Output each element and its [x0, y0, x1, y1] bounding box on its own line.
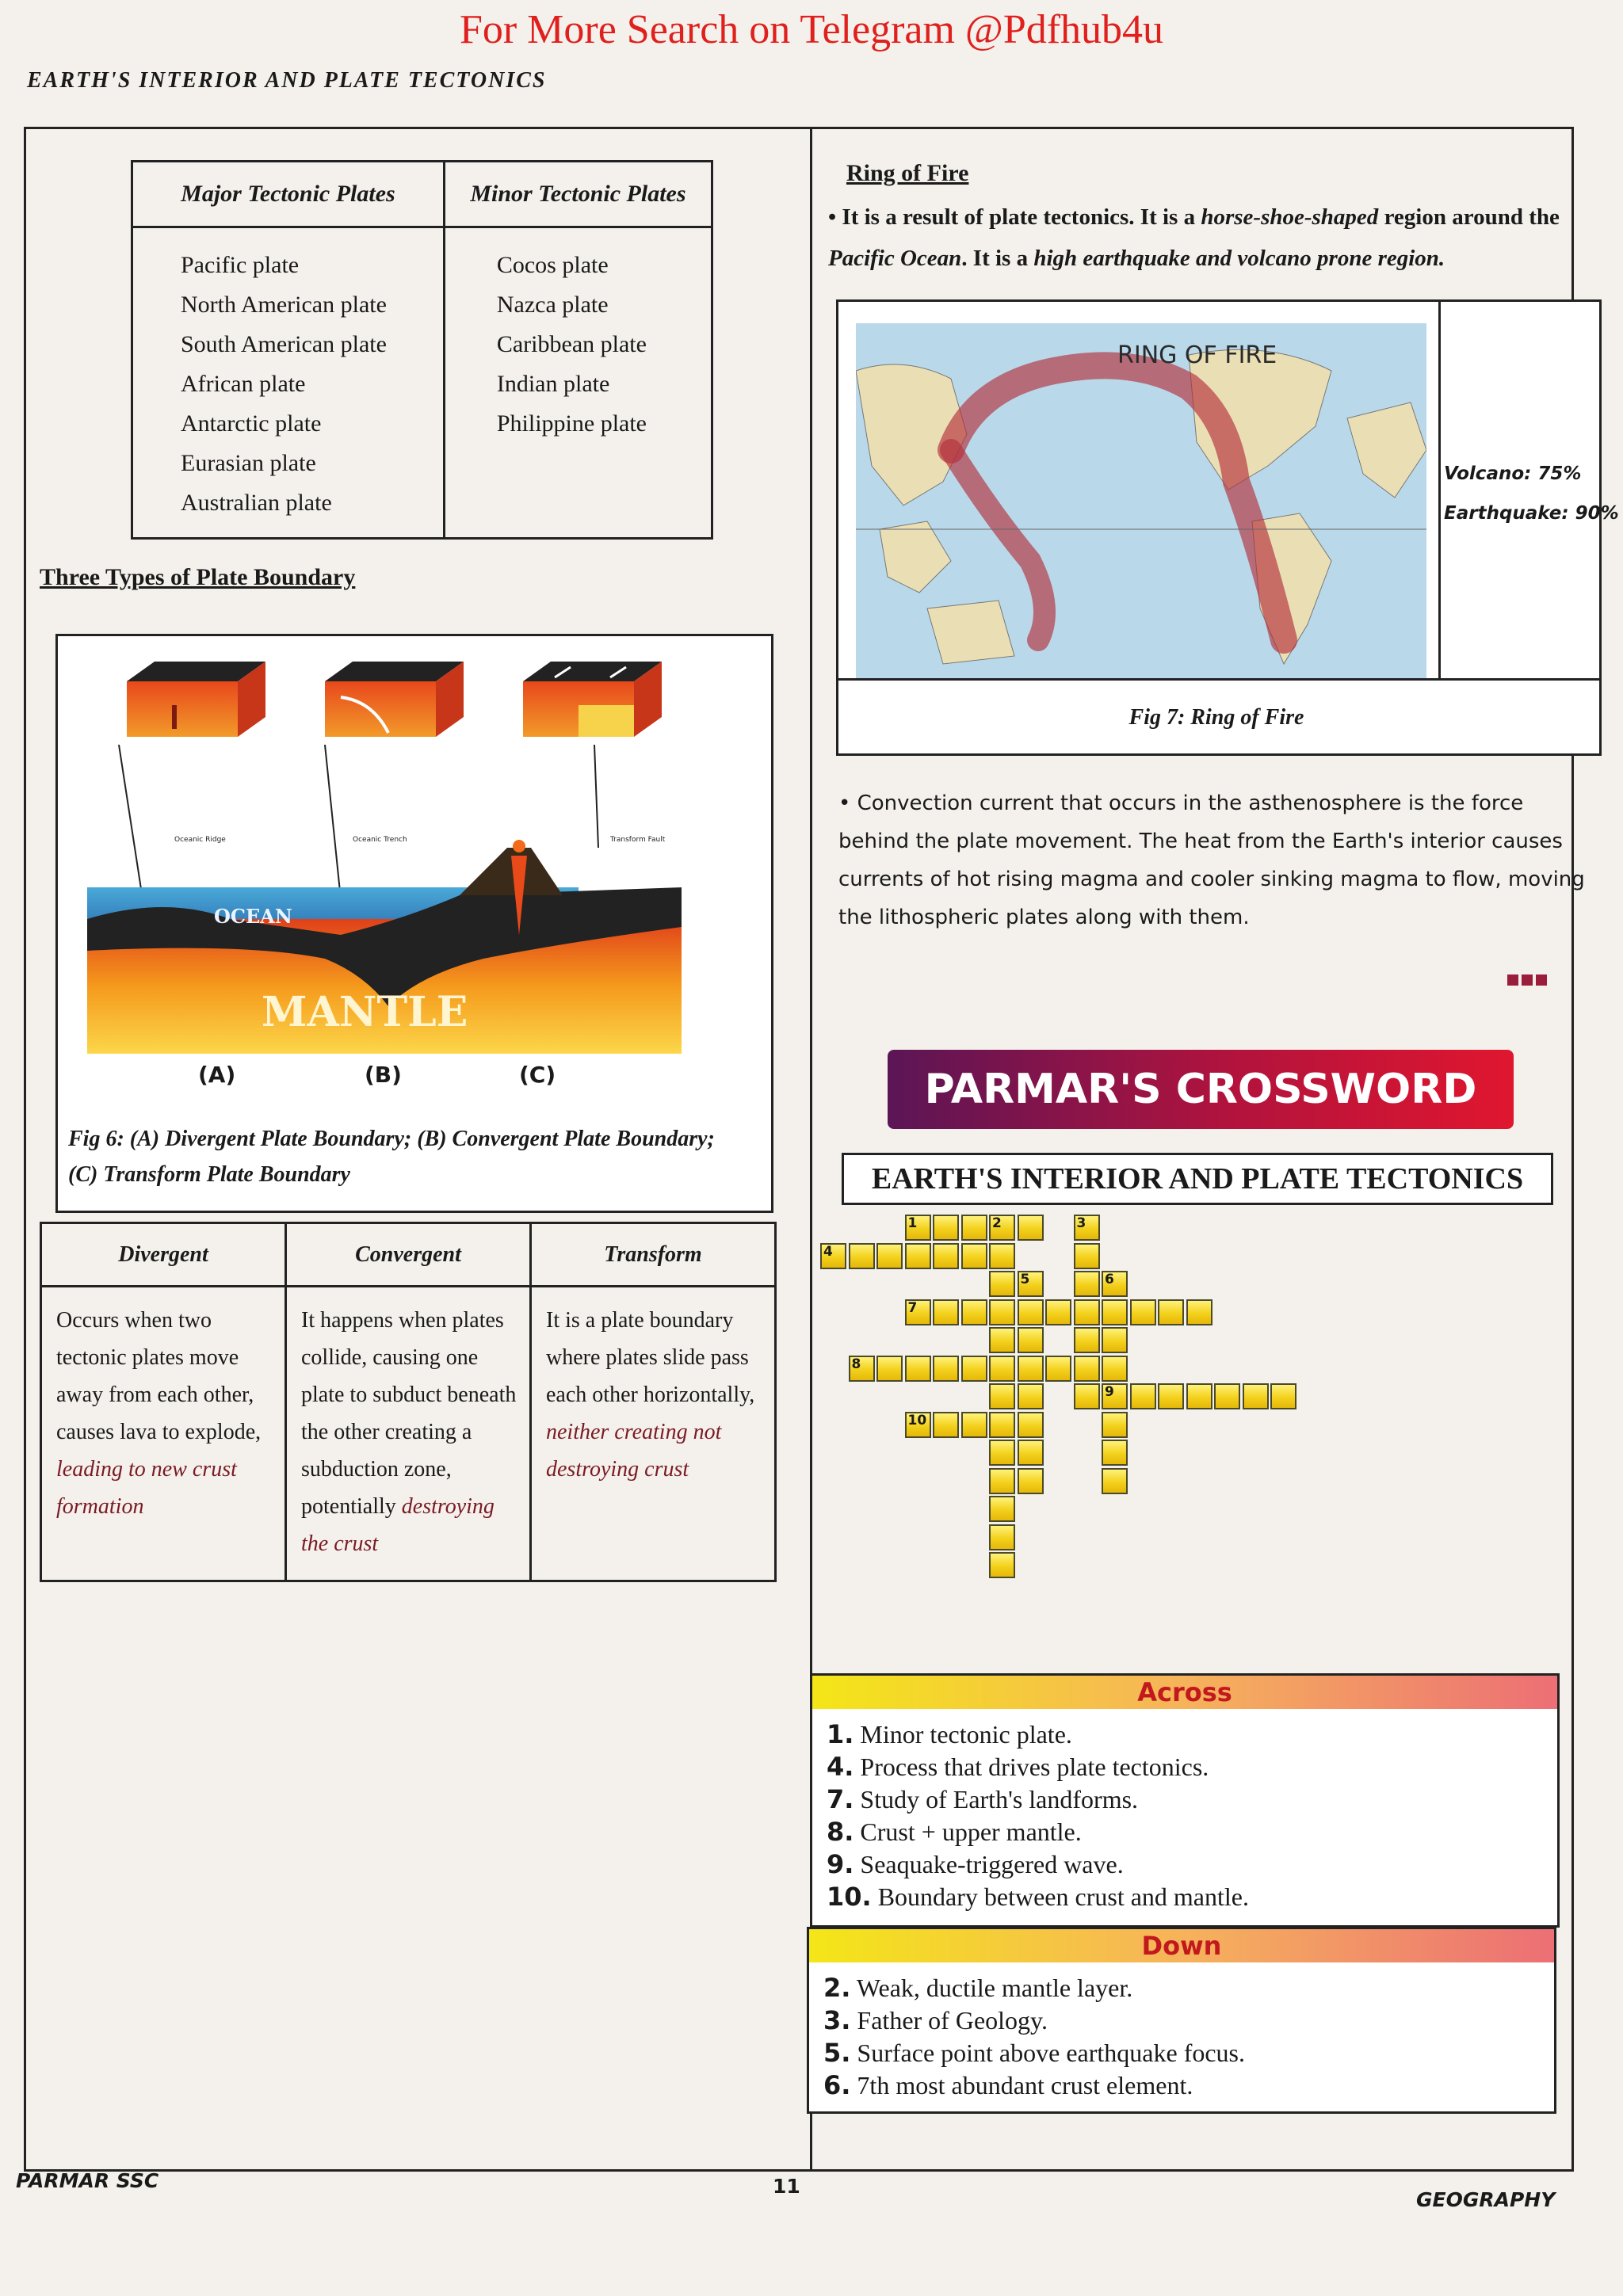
ring-text-f: high earthquake and volcano prone region.: [1033, 246, 1445, 271]
across-clue-list: [812, 1718, 1557, 1913]
end-square-1: [1507, 974, 1518, 986]
crossword-cell[interactable]: [989, 1383, 1015, 1409]
crossword-cell[interactable]: [989, 1468, 1015, 1494]
minor-plates-list: [445, 246, 711, 444]
crossword-cell[interactable]: [1018, 1299, 1044, 1325]
ring-map-label: RING OF FIRE: [1117, 341, 1277, 369]
major-plate-item: North American plate: [181, 292, 387, 318]
crossword-cell[interactable]: [1074, 1299, 1100, 1325]
crossword-cell[interactable]: [1102, 1327, 1128, 1353]
crossword-cell[interactable]: [1158, 1299, 1184, 1325]
clue-item: 9. Seaquake-triggered wave.: [827, 1849, 1124, 1879]
footer-right: GEOGRAPHY: [1416, 2188, 1556, 2211]
crossword-title: PARMAR'S CROSSWORD: [888, 1050, 1514, 1129]
crossword-cell[interactable]: [876, 1356, 903, 1382]
minor-plate-item: Philippine plate: [496, 410, 647, 437]
clue-item: 5. Surface point above earthquake focus.: [823, 2038, 1245, 2068]
major-plate-item: Eurasian plate: [181, 450, 316, 476]
transform-header: Transform: [531, 1223, 776, 1287]
clue-item: 8. Crust + upper mantle.: [827, 1817, 1082, 1847]
crossword-cell[interactable]: [933, 1299, 959, 1325]
across-header: Across: [812, 1676, 1557, 1709]
crossword-cell[interactable]: [1074, 1243, 1100, 1269]
crossword-cell[interactable]: [849, 1356, 875, 1382]
fig6-label-c: (C): [519, 1062, 556, 1088]
end-square-2: [1522, 974, 1533, 986]
major-plates-header: Major Tectonic Plates: [132, 162, 445, 227]
crossword-cell[interactable]: [1018, 1468, 1044, 1494]
major-plate-item: South American plate: [181, 331, 387, 357]
crossword-cell[interactable]: [989, 1412, 1015, 1438]
crossword-cell[interactable]: [1102, 1412, 1128, 1438]
convergent-header: Convergent: [286, 1223, 531, 1287]
crossword-cell[interactable]: [1074, 1215, 1100, 1241]
telegram-banner: For More Search on Telegram @Pdfhub4u: [459, 7, 1164, 52]
crossword-cell[interactable]: [1018, 1412, 1044, 1438]
crossword-cell[interactable]: [989, 1440, 1015, 1466]
crossword-cell[interactable]: [989, 1299, 1015, 1325]
crossword-cell[interactable]: [905, 1356, 931, 1382]
down-header: Down: [809, 1929, 1554, 1962]
boundary-section-title: Three Types of Plate Boundary: [40, 564, 356, 590]
transform-text: It is a plate boundary where plates slide pass each other horizontally,: [546, 1308, 755, 1407]
down-clues-box: [807, 1927, 1556, 2114]
divergent-header: Divergent: [41, 1223, 286, 1287]
ring-of-fire-text: [828, 196, 1605, 279]
fig6-label-b: (B): [365, 1062, 402, 1088]
clue-item: 2. Weak, ductile mantle layer.: [823, 1973, 1133, 2003]
crossword-cell[interactable]: [933, 1356, 959, 1382]
end-square-3: [1536, 974, 1547, 986]
crossword-cell[interactable]: [961, 1299, 987, 1325]
crossword-cell[interactable]: [1102, 1356, 1128, 1382]
oceanic-ridge-callout: Oceanic Ridge: [174, 836, 226, 844]
minor-plates-header: Minor Tectonic Plates: [444, 162, 712, 227]
crossword-subtitle: EARTH'S INTERIOR AND PLATE TECTONICS: [842, 1153, 1553, 1205]
clue-number: 1: [907, 1215, 918, 1231]
crossword-cell[interactable]: [989, 1327, 1015, 1353]
crossword-cell[interactable]: [1270, 1383, 1296, 1409]
crossword-cell[interactable]: [1074, 1356, 1100, 1382]
ring-text-a: • It is a result of plate tectonics. It is a: [828, 204, 1201, 230]
crossword-cell[interactable]: [989, 1271, 1015, 1297]
fig7-side-rule: [1438, 299, 1441, 678]
convergent-emphasis: destroying the crust: [301, 1494, 495, 1556]
major-plate-item: Antarctic plate: [181, 410, 322, 437]
minor-plate-item: Indian plate: [496, 371, 610, 397]
fig7-bottom-rule: [836, 678, 1599, 681]
crossword-cell[interactable]: [961, 1215, 987, 1241]
clue-item: 4. Process that drives plate tectonics.: [827, 1752, 1209, 1782]
crossword-cell[interactable]: [933, 1243, 959, 1269]
crossword-cell[interactable]: [989, 1243, 1015, 1269]
crossword-cell[interactable]: [1018, 1356, 1044, 1382]
crossword-cell[interactable]: [1045, 1356, 1071, 1382]
crossword-cell[interactable]: [905, 1412, 931, 1438]
clue-number: 9: [1105, 1384, 1114, 1400]
divergent-cell: [41, 1287, 286, 1581]
ring-text-c: region around the: [1378, 204, 1560, 230]
major-plate-item: Australian plate: [181, 490, 332, 516]
crossword-cell[interactable]: [1186, 1299, 1212, 1325]
plate-boundary-illustration: [87, 658, 682, 1054]
ring-text-d: Pacific Ocean: [828, 246, 962, 271]
clue-item: 10. Boundary between crust and mantle.: [827, 1882, 1249, 1912]
fig6-label-a: (A): [198, 1062, 236, 1088]
major-plates-list: [133, 246, 443, 523]
down-clue-list: [809, 1972, 1554, 2102]
crossword-cell[interactable]: [1130, 1383, 1156, 1409]
crossword-cell[interactable]: [961, 1412, 987, 1438]
crossword-cell[interactable]: [1045, 1299, 1071, 1325]
crossword-cell[interactable]: [1018, 1271, 1044, 1297]
crossword-cell[interactable]: [989, 1552, 1015, 1578]
minor-plate-item: Caribbean plate: [496, 331, 647, 357]
crossword-cell[interactable]: [933, 1412, 959, 1438]
crossword-cell[interactable]: [1102, 1468, 1128, 1494]
page-number: 11: [773, 2175, 800, 2198]
ring-of-fire-title: Ring of Fire: [846, 160, 969, 186]
crossword-cell[interactable]: [1214, 1383, 1240, 1409]
crossword-cell[interactable]: [1243, 1383, 1269, 1409]
crossword-cell[interactable]: [1018, 1383, 1044, 1409]
clue-number: 2: [992, 1215, 1002, 1231]
clue-item: 1. Minor tectonic plate.: [827, 1719, 1072, 1749]
clue-number: 7: [907, 1299, 918, 1316]
transform-cell: [531, 1287, 776, 1581]
clue-number: 4: [823, 1243, 833, 1260]
crossword-cell[interactable]: [905, 1215, 931, 1241]
clue-item: 7. Study of Earth's landforms.: [827, 1784, 1139, 1814]
ring-of-fire-map: [856, 323, 1426, 678]
crossword-cell[interactable]: [820, 1243, 846, 1269]
crossword-cell[interactable]: [1102, 1440, 1128, 1466]
convergent-text: It happens when plates collide, causing one plate to subduct beneath the other creating a subduction zone, potentially: [301, 1308, 517, 1519]
clue-item: 3. Father of Geology.: [823, 2005, 1048, 2035]
divergent-text: Occurs when two tectonic plates move away from each other, causes lava to explode,: [56, 1308, 262, 1444]
earthquake-stat: Earthquake: 90%: [1444, 503, 1619, 524]
fig7-caption: Fig 7: Ring of Fire: [1128, 705, 1304, 730]
crossword-cell[interactable]: [1074, 1327, 1100, 1353]
crossword-cell[interactable]: [1102, 1383, 1128, 1409]
oceanic-trench-callout: Oceanic Trench: [353, 836, 407, 844]
crossword-cell[interactable]: [1186, 1383, 1212, 1409]
fig6-caption: [68, 1121, 766, 1192]
convergent-cell: [286, 1287, 531, 1581]
crossword-cell[interactable]: [961, 1243, 987, 1269]
crossword-cell[interactable]: [1018, 1440, 1044, 1466]
across-clues-box: [810, 1673, 1560, 1928]
footer-left: PARMAR SSC: [16, 2169, 159, 2192]
ocean-label: OCEAN: [214, 905, 292, 928]
volcano-stat: Volcano: 75%: [1444, 463, 1582, 484]
crossword-cell[interactable]: [876, 1243, 903, 1269]
running-head: EARTH'S INTERIOR AND PLATE TECTONICS: [27, 68, 547, 93]
crossword-cell[interactable]: [905, 1243, 931, 1269]
ring-text-b: horse-shoe-shaped: [1201, 204, 1379, 230]
clue-number: 3: [1076, 1215, 1086, 1231]
transform-fault-callout: Transform Fault: [610, 836, 666, 844]
crossword-cell[interactable]: [933, 1215, 959, 1241]
minor-plate-item: Nazca plate: [496, 292, 609, 318]
major-plate-item: African plate: [181, 371, 306, 397]
divergent-emphasis: leading to new crust formation: [56, 1457, 237, 1519]
clue-number: 8: [851, 1356, 861, 1372]
crossword-cell[interactable]: [1102, 1271, 1128, 1297]
clue-number: 10: [907, 1412, 927, 1428]
crossword-cell[interactable]: [1018, 1327, 1044, 1353]
fig6-caption-line1: Fig 6: (A) Divergent Plate Boundary; (B) Convergent Plate Boundary;: [68, 1127, 715, 1151]
tectonic-plates-table: [131, 160, 713, 540]
crossword-cell[interactable]: [961, 1356, 987, 1382]
crossword-cell[interactable]: [849, 1243, 875, 1269]
crossword-cell[interactable]: [1074, 1383, 1100, 1409]
crossword-cell[interactable]: [989, 1524, 1015, 1550]
crossword-cell[interactable]: [989, 1215, 1015, 1241]
mantle-label: MANTLE: [262, 988, 468, 1036]
clue-number: 6: [1105, 1272, 1114, 1287]
clue-number: 5: [1020, 1272, 1030, 1287]
crossword-cell[interactable]: [1158, 1383, 1184, 1409]
crossword-cell[interactable]: [1130, 1299, 1156, 1325]
minor-plate-item: Cocos plate: [496, 252, 609, 278]
convection-paragraph: • Convection current that occurs in the asthenosphere is the force behind the plate movement. The heat from the Earth's interior causes currents of hot rising magma and cooler sinking magma to flow, moving the lithospheric plates along with them.: [838, 791, 1585, 929]
major-plate-item: Pacific plate: [181, 252, 300, 278]
crossword-cell[interactable]: [905, 1299, 931, 1325]
crossword-cell[interactable]: [1074, 1271, 1100, 1297]
boundary-types-table: [40, 1222, 777, 1582]
crossword-cell[interactable]: [1018, 1215, 1044, 1241]
crossword-cell[interactable]: [989, 1356, 1015, 1382]
transform-emphasis: neither creating not destroying crust: [546, 1420, 722, 1482]
fig6-caption-line2: (C) Transform Plate Boundary: [68, 1162, 350, 1187]
ring-text-e: . It is a: [961, 246, 1034, 271]
clue-item: 6. 7th most abundant crust element.: [823, 2070, 1193, 2100]
crossword-cell[interactable]: [1102, 1299, 1128, 1325]
crossword-cell[interactable]: [989, 1496, 1015, 1522]
